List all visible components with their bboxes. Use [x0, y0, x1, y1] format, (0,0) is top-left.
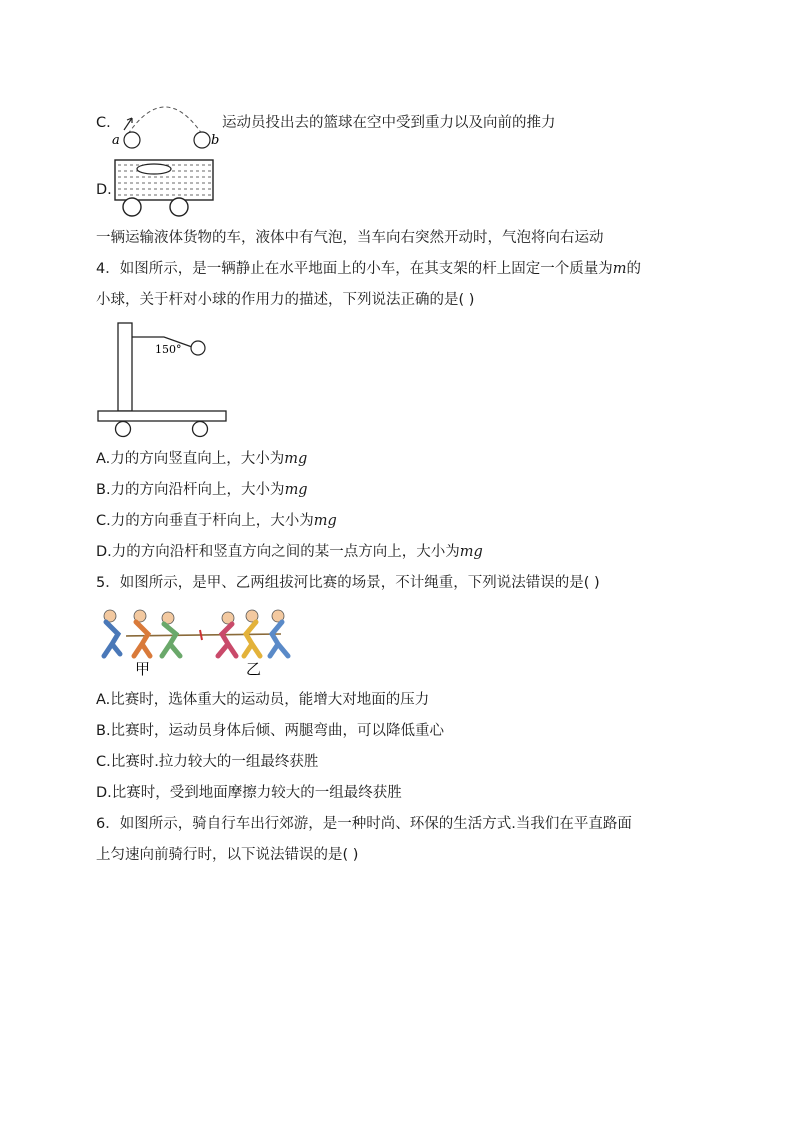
q5-option-a: A.比赛时，选体重大的运动员，能增大对地面的压力 [96, 692, 430, 708]
q4-stem-line2: 小球，关于杆对小球的作用力的描述，下列说法正确的是( ) [96, 292, 475, 308]
q4-mass-var: m [612, 261, 627, 277]
q4-option-d: D.力的方向沿杆和竖直方向之间的某一点方向上，大小为mg [96, 544, 483, 560]
q4-stem-prefix: 4．如图所示，是一辆静止在水平地面上的小车，在其支架的杆上固定一个质量为 [96, 261, 613, 277]
small-ball [191, 341, 205, 355]
cart-wheel-left [116, 422, 131, 437]
option-d-label: D. [96, 182, 112, 198]
basketball-trajectory-figure [110, 92, 220, 152]
q6-stem-line2: 上匀速向前骑行时，以下说法错误的是( ) [96, 847, 359, 863]
option-c-label: C. [96, 115, 111, 131]
angle-label: 150° [155, 343, 182, 356]
cart-base [98, 411, 226, 421]
q6-stem-line1: 6．如图所示，骑自行车出行郊游，是一种时尚、环保的生活方式.当我们在平直路面 [96, 816, 632, 832]
q5-stem: 5．如图所示，是甲、乙两组拔河比赛的场景，不计绳重，下列说法错误的是( ) [96, 575, 600, 591]
q4-option-b: B.力的方向沿杆向上，大小为mg [96, 482, 308, 498]
air-bubble [137, 164, 171, 174]
option-d-text: 一辆运输液体货物的车，液体中有气泡，当车向右突然开动时，气泡将向右运动 [96, 230, 604, 246]
point-b-label: b [211, 133, 220, 148]
team-left-players [104, 610, 180, 656]
ball-b [194, 132, 210, 148]
rope-center-marker [200, 630, 202, 640]
tug-of-war-figure [96, 604, 306, 680]
team-right-label: 乙 [246, 660, 262, 678]
cart-wheel-right [193, 422, 208, 437]
liquid-tank-cart-figure [112, 156, 222, 218]
q4-option-c: C.力的方向垂直于杆向上，大小为mg [96, 513, 337, 529]
q4-stem-line1 [96, 259, 641, 279]
point-a-label: a [112, 133, 120, 148]
vertical-support-pole [118, 323, 132, 411]
trajectory-dashed-arc [128, 107, 202, 134]
q5-option-b: B.比赛时，运动员身体后倾、两腿弯曲，可以降低重心 [96, 723, 445, 739]
q4-stem-suffix: 的 [626, 261, 641, 277]
option-c-text: 运动员投出去的篮球在空中受到重力以及向前的推力 [222, 115, 556, 131]
team-left-label: 甲 [135, 660, 151, 678]
q5-option-c: C.比赛时.拉力较大的一组最终获胜 [96, 754, 319, 770]
cart-wheel-right [170, 198, 188, 216]
cart-wheel-left [123, 198, 141, 216]
team-right-players [218, 610, 288, 656]
q4-option-a: A.力的方向竖直向上，大小为mg [96, 451, 308, 467]
q5-option-d: D.比赛时，受到地面摩擦力较大的一组最终获胜 [96, 785, 402, 801]
ball-a [124, 132, 140, 148]
cart-with-rod-figure [96, 320, 236, 440]
